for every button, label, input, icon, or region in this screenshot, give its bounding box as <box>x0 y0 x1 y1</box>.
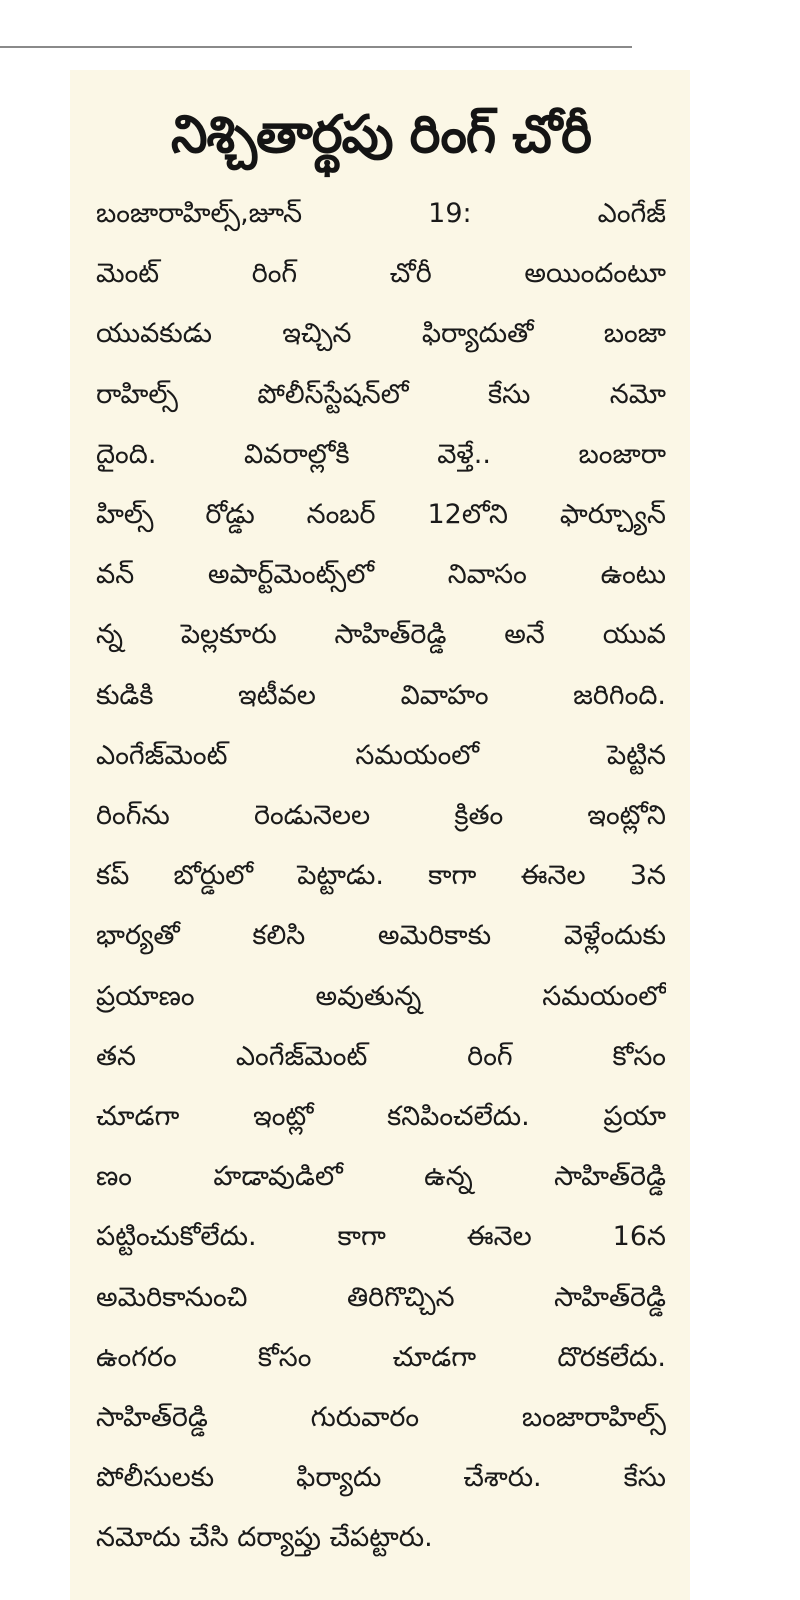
article-line: ప్రయాణం అవుతున్న సమయంలో <box>96 980 666 1012</box>
article-line: భార్యతో కలిసి అమెరికాకు వెళ్లేందుకు <box>96 920 666 952</box>
article-body <box>96 184 666 1569</box>
article-line: యువకుడు ఇచ్చిన ఫిర్యాదుతో బంజా <box>96 318 666 350</box>
article-line: బంజారాహిల్స్,జూన్ 19: ఎంగేజ్ <box>96 198 666 229</box>
article-line: నమోదు చేసి దర్యాప్తు చేపట్టారు. <box>96 1522 433 1554</box>
article-line: మెంట్ రింగ్ చోరీ అయిందంటూ <box>96 258 666 290</box>
article-line: సాహిత్‌రెడ్డి గురువారం బంజారాహిల్స్ <box>96 1402 666 1434</box>
article-line: పోలీసులకు ఫిర్యాదు చేశారు. కేసు <box>96 1462 666 1494</box>
article-line: చూడగా ఇంట్లో కనిపించలేదు. ప్రయా <box>96 1101 666 1133</box>
column-separator-rule <box>0 46 632 48</box>
article-line: రింగ్‌ను రెండునెలల క్రితం ఇంట్లోని <box>96 800 666 832</box>
news-clipping <box>70 70 690 1600</box>
article-line: ణం హడావుడిలో ఉన్న సాహిత్‌రెడ్డి <box>96 1161 666 1193</box>
article-line: న్న పెల్లకూరు సాహిత్‌రెడ్డి అనే యువ <box>96 619 666 651</box>
article-line: దైంది. వివరాల్లోకి వెళ్తే.. బంజారా <box>96 438 666 470</box>
article-line: ఎంగేజ్‌మెంట్ సమయంలో పెట్టిన <box>96 739 666 771</box>
article-line: పట్టించుకోలేదు. కాగా ఈనెల 16న <box>96 1221 666 1253</box>
article-line: తన ఎంగేజ్‌మెంట్ రింగ్ కోసం <box>96 1040 666 1072</box>
article-line: అమెరికానుంచి తిరిగొచ్చిన సాహిత్‌రెడ్డి <box>96 1281 666 1313</box>
page-top-edge <box>0 0 800 12</box>
article-line: కుడికి ఇటీవల వివాహం జరిగింది. <box>96 679 666 711</box>
article-line: కప్ బోర్డులో పెట్టాడు. కాగా ఈనెల 3న <box>96 860 666 892</box>
article-headline: నిశ్చితార్థపు రింగ్ చోరీ <box>170 105 592 165</box>
article-line: వన్ అపార్ట్‌మెంట్స్‌లో నివాసం ఉంటు <box>96 559 666 591</box>
article-line: ఉంగరం కోసం చూడగా దొరకలేదు. <box>96 1341 666 1373</box>
article-line: రాహిల్స్ పోలీస్‌స్టేషన్‌లో కేసు నమో <box>96 378 666 410</box>
article-line: హిల్స్ రోడ్డు నంబర్ 12లోని ఫార్చ్యూన్ <box>96 499 666 531</box>
